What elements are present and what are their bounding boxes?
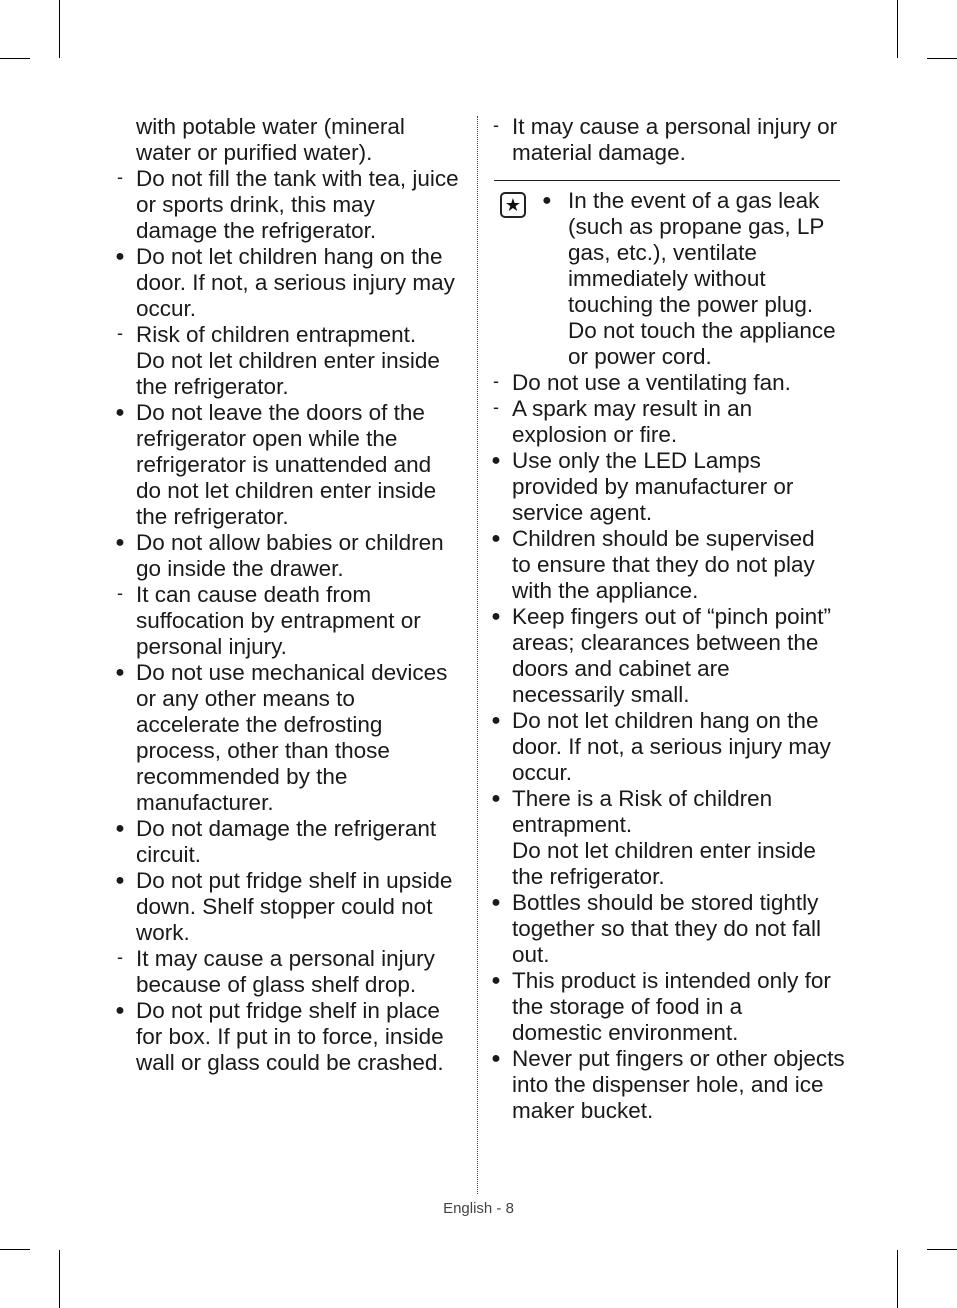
- bullet-item: [488, 448, 858, 526]
- text-line: service agent.: [512, 500, 653, 525]
- text-line: areas; clearances between the: [512, 630, 819, 655]
- bullet-icon: ●: [115, 248, 125, 265]
- text-line: Do not touch the appliance: [568, 318, 836, 343]
- text-line: the storage of food in a: [512, 994, 743, 1019]
- text-line: Do not put fridge shelf in upside: [136, 868, 453, 893]
- text-line: Do not leave the doors of the: [136, 400, 425, 425]
- text-line: because of glass shelf drop.: [136, 972, 417, 997]
- bullet-item: [112, 998, 474, 1076]
- bullet-item: [112, 816, 474, 868]
- text-line: domestic environment.: [512, 1020, 739, 1045]
- bullet-icon: ●: [115, 534, 125, 551]
- text-line: circuit.: [136, 842, 202, 867]
- crop-mark: [897, 1250, 898, 1308]
- bullet-icon: ●: [491, 972, 501, 989]
- text-line: to ensure that they do not play: [512, 552, 815, 577]
- text-line: recommended by the: [136, 764, 348, 789]
- bullet-item: [488, 708, 858, 786]
- dash-marker: -: [117, 947, 123, 967]
- text-line: go inside the drawer.: [136, 556, 344, 581]
- text-line: process, other than those: [136, 738, 390, 763]
- bullet-item: [488, 526, 858, 604]
- dash-item: [488, 114, 858, 166]
- bullet-item: [112, 400, 474, 530]
- bullet-icon: ●: [115, 664, 125, 681]
- dash-marker: -: [493, 397, 499, 417]
- text-line: the refrigerator.: [136, 374, 289, 399]
- bullet-item: [488, 786, 858, 890]
- text-line: refrigerator open while the: [136, 426, 398, 451]
- text-line: down. Shelf stopper could not: [136, 894, 433, 919]
- text-line: Do not use mechanical devices: [136, 660, 448, 685]
- text-line: It may cause a personal injury or: [512, 114, 838, 139]
- text-line: Use only the LED Lamps: [512, 448, 761, 473]
- text-line: Do not let children hang on the: [512, 708, 819, 733]
- bullet-icon: ●: [491, 894, 501, 911]
- star-note-icon: ★: [500, 192, 526, 218]
- right-column: [488, 370, 858, 1124]
- bullet-icon: ●: [115, 1002, 125, 1019]
- dash-marker: -: [117, 583, 123, 603]
- dash-item: [112, 946, 474, 998]
- text-line: explosion or fire.: [512, 422, 678, 447]
- text-line: manufacturer.: [136, 790, 274, 815]
- bullet-icon: ●: [491, 530, 501, 547]
- text-line: or sports drink, this may: [136, 192, 375, 217]
- text-line: personal injury.: [136, 634, 287, 659]
- dash-marker: -: [493, 115, 499, 135]
- text-line: necessarily small.: [512, 682, 690, 707]
- text-line: Do not damage the refrigerant: [136, 816, 437, 841]
- note-lines: [542, 188, 862, 370]
- crop-mark: [59, 0, 60, 58]
- text-line: gas, etc.), ventilate: [568, 240, 757, 265]
- text-line: out.: [512, 942, 550, 967]
- text-line: or power cord.: [568, 344, 712, 369]
- text-line: Children should be supervised: [512, 526, 815, 551]
- crop-mark: [59, 1250, 60, 1308]
- text-line: with potable water (mineral: [136, 114, 405, 139]
- dash-item: [488, 370, 858, 396]
- text-line: touching the power plug.: [568, 292, 814, 317]
- text-line: door. If not, a serious injury may: [136, 270, 455, 295]
- dash-marker: -: [117, 167, 123, 187]
- text-line: work.: [136, 920, 190, 945]
- text-line: Do not let children hang on the: [136, 244, 443, 269]
- text-line: Bottles should be stored tightly: [512, 890, 819, 915]
- text-line: occur.: [136, 296, 197, 321]
- bullet-icon: ●: [491, 790, 501, 807]
- bullet-icon: ●: [115, 404, 125, 421]
- page-footer: English - 8: [443, 1200, 514, 1217]
- text-line: Keep fingers out of “pinch point”: [512, 604, 831, 629]
- text-line: It may cause a personal injury: [136, 946, 435, 971]
- text-line: water or purified water).: [136, 140, 373, 165]
- dash-item: [112, 166, 474, 244]
- text-line: wall or glass could be crashed.: [136, 1050, 444, 1075]
- text-line: for box. If put in to force, inside: [136, 1024, 444, 1049]
- text-line: suffocation by entrapment or: [136, 608, 421, 633]
- crop-mark: [0, 1249, 30, 1250]
- column-divider: [477, 116, 478, 1194]
- text-line: the refrigerator.: [136, 504, 289, 529]
- text-line: Do not let children enter inside: [136, 348, 440, 373]
- dash-marker: -: [117, 323, 123, 343]
- dash-item: [488, 396, 858, 448]
- crop-mark: [927, 58, 957, 59]
- text-line: In the event of a gas leak: [568, 188, 820, 213]
- text-line: the refrigerator.: [512, 864, 665, 889]
- text-line: provided by manufacturer or: [512, 474, 794, 499]
- text-line: (such as propane gas, LP: [568, 214, 825, 239]
- text-line: do not let children enter inside: [136, 478, 437, 503]
- text-line: Do not let children enter inside: [512, 838, 816, 863]
- bullet-item: [488, 604, 858, 708]
- text-line: There is a Risk of children: [512, 786, 773, 811]
- bullet-icon: ●: [491, 608, 501, 625]
- bullet-icon: ●: [542, 192, 552, 209]
- text-line: It can cause death from: [136, 582, 372, 607]
- dash-item: [112, 582, 474, 660]
- crop-mark: [897, 0, 898, 58]
- bullet-item: [488, 890, 858, 968]
- text-line: immediately without: [568, 266, 766, 291]
- left-column: [112, 114, 474, 1076]
- bullet-item: [112, 244, 474, 322]
- dash-marker: -: [493, 371, 499, 391]
- text-line: occur.: [512, 760, 573, 785]
- bullet-item: [488, 1046, 858, 1124]
- text-line: together so that they do not fall: [512, 916, 821, 941]
- bullet-item: [112, 868, 474, 946]
- text-line: with the appliance.: [512, 578, 699, 603]
- text-line: entrapment.: [512, 812, 633, 837]
- bullet-icon: ●: [491, 1050, 501, 1067]
- text-line: damage the refrigerator.: [136, 218, 377, 243]
- bullet-item: [488, 968, 858, 1046]
- text-line: refrigerator is unattended and: [136, 452, 432, 477]
- bullet-icon: ●: [115, 820, 125, 837]
- crop-mark: [927, 1249, 957, 1250]
- text-line: Risk of children entrapment.: [136, 322, 417, 347]
- bullet-item: [112, 530, 474, 582]
- text-line: material damage.: [512, 140, 686, 165]
- bullet-icon: ●: [491, 452, 501, 469]
- text-line: Never put fingers or other objects: [512, 1046, 845, 1071]
- bullet-icon: ●: [115, 872, 125, 889]
- text-line: doors and cabinet are: [512, 656, 730, 681]
- bullet-item: [112, 660, 474, 816]
- dash-item: [112, 322, 474, 400]
- bullet-icon: ●: [491, 712, 501, 729]
- text-line: or any other means to: [136, 686, 355, 711]
- text-line: Do not fill the tank with tea, juice: [136, 166, 459, 191]
- text-line: This product is intended only for: [512, 968, 831, 993]
- text-line: into the dispenser hole, and ice: [512, 1072, 824, 1097]
- text-line: maker bucket.: [512, 1098, 654, 1123]
- text-line: Do not use a ventilating fan.: [512, 370, 791, 395]
- text-line: Do not allow babies or children: [136, 530, 444, 555]
- text-line: accelerate the defrosting: [136, 712, 383, 737]
- note-divider: [494, 180, 840, 181]
- right-top: [488, 114, 858, 166]
- text-line: door. If not, a serious injury may: [512, 734, 831, 759]
- text-line: Do not put fridge shelf in place: [136, 998, 440, 1023]
- crop-mark: [0, 58, 30, 59]
- note-text: [542, 188, 862, 370]
- text-line: A spark may result in an: [512, 396, 753, 421]
- continuation-text: [112, 114, 474, 166]
